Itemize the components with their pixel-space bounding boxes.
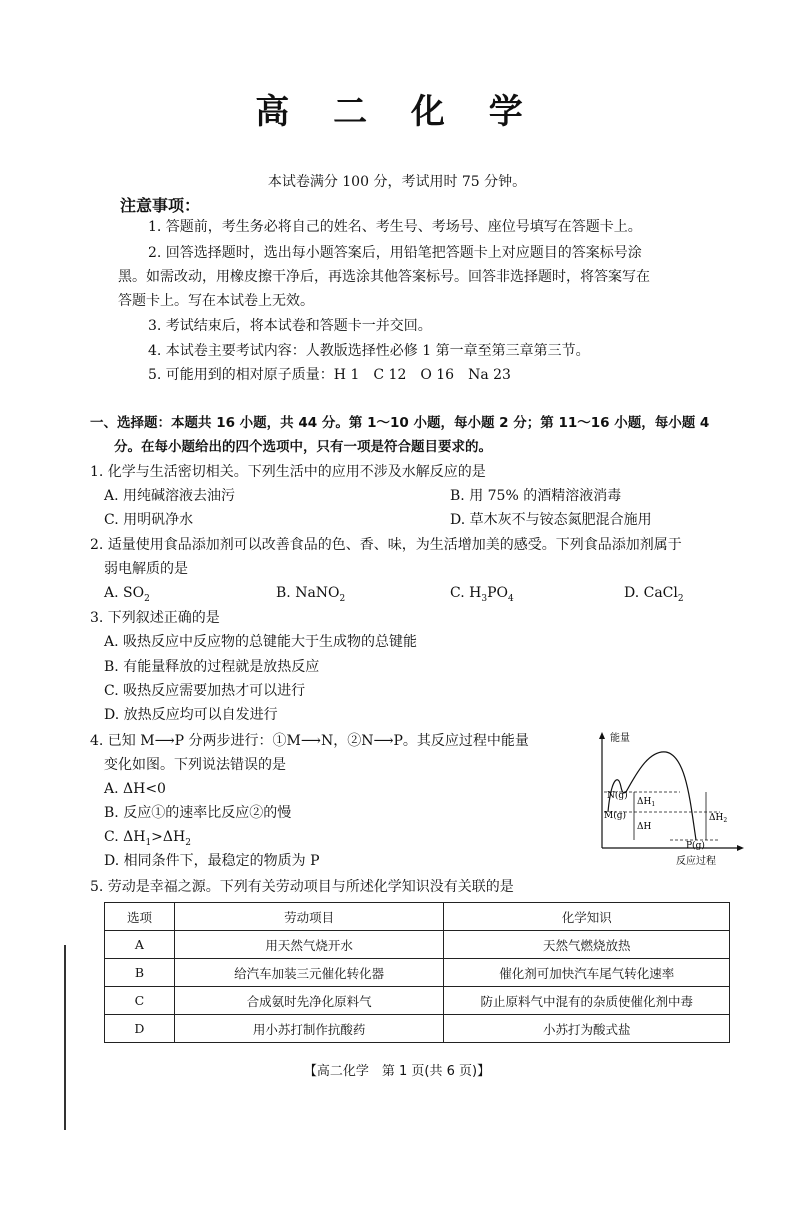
q4-option-d: D. 相同条件下，最稳定的物质为 P (104, 853, 320, 869)
q3-option-d: D. 放热反应均可以自发进行 (104, 707, 278, 723)
q3-option-b: B. 有能量释放的过程就是放热反应 (104, 659, 320, 675)
m-label: M(g) (604, 811, 626, 821)
table-cell: 催化剂可加快汽车尾气转化速率 (444, 959, 730, 987)
table-cell: 给汽车加装三元催化转化器 (174, 959, 444, 987)
q2-stem: 2. 适量使用食品添加剂可以改善食品的色、香、味，为生活增加美的感受。下列食品添加剂属于 (90, 537, 682, 553)
q2-option-a: A. $SO_2$ (104, 585, 150, 604)
binding-margin-line (64, 945, 66, 1130)
q2-stem-cont: 弱电解质的是 (104, 561, 188, 577)
notice-item: 2. 回答选择题时，选出每小题答案后，用铅笔把答题卡上对应题目的答案标号涂 (148, 245, 642, 261)
table-cell: 小苏打为酸式盐 (444, 1015, 730, 1043)
notice-item: 5. 可能用到的相对原子质量：H 1 C 12 O 16 Na 23 (148, 367, 511, 383)
energy-diagram (590, 730, 750, 870)
p-label: P(g) (686, 841, 705, 851)
q1-option-d: D. 草木灰不与铵态氮肥混合施用 (450, 512, 652, 528)
q1-stem: 1. 化学与生活密切相关。下列生活中的应用不涉及水解反应的是 (90, 464, 486, 480)
table-cell: 防止原料气中混有的杂质使催化剂中毒 (444, 987, 730, 1015)
q1-option-c: C. 用明矾净水 (104, 512, 194, 528)
page-title: 高 二 化 学 (255, 92, 539, 132)
q4-option-b: B. 反应①的速率比反应②的慢 (104, 805, 292, 821)
q3-stem: 3. 下列叙述正确的是 (90, 610, 220, 626)
table-header-cell: 劳动项目 (174, 903, 444, 931)
table-cell: B (105, 959, 175, 987)
table-header-cell: 选项 (105, 903, 175, 931)
exam-meta: 本试卷满分 100 分，考试用时 75 分钟。 (267, 174, 527, 190)
table-cell: 用天然气烧开水 (174, 931, 444, 959)
q2-option-d: D. CaCl$_2$ (624, 585, 684, 604)
q1-option-b: B. 用 75% 的酒精溶液消毒 (450, 488, 622, 504)
q4-option-a: A. ΔH<0 (104, 781, 166, 797)
section-heading-cont: 分。在每小题给出的四个选项中，只有一项是符合题目要求的。 (114, 439, 492, 455)
q3-option-a: A. 吸热反应中反应物的总键能大于生成物的总键能 (104, 634, 418, 650)
q5-stem: 5. 劳动是幸福之源。下列有关劳动项目与所述化学知识没有关联的是 (90, 879, 514, 895)
table-row (105, 959, 730, 987)
table-cell: 天然气燃烧放热 (444, 931, 730, 959)
table-cell: D (105, 1015, 175, 1043)
notice-heading: 注意事项： (120, 196, 201, 215)
q4-option-c: C. $\Delta H_1>\Delta H_2$ (104, 829, 191, 848)
table-row (105, 931, 730, 959)
dh2-label: $\Delta H_2$ (709, 813, 728, 824)
table-header-row (105, 903, 730, 931)
notice-item: 3. 考试结束后，将本试卷和答题卡一并交回。 (148, 318, 432, 334)
q4-stem-cont: 变化如图。下列说法错误的是 (104, 757, 286, 773)
table-cell: C (105, 987, 175, 1015)
q2-option-b: B. NaNO$_2$ (276, 585, 346, 604)
y-axis-label: 能量 (610, 733, 630, 744)
x-axis-arrow (737, 845, 744, 851)
table-cell: 用小苏打制作抗酸药 (174, 1015, 444, 1043)
q5-table (104, 902, 730, 1043)
page-footer: 【高二化学 第 1 页(共 6 页)】 (303, 1064, 491, 1079)
table-row (105, 1015, 730, 1043)
table-cell: 合成氨时先净化原料气 (174, 987, 444, 1015)
q4-stem: 4. 已知 M⟶P 分两步进行：①M⟶N，②N⟶P。其反应过程中能量 (90, 733, 529, 749)
table-row (105, 987, 730, 1015)
notice-item: 答题卡上。写在本试卷上无效。 (118, 293, 314, 309)
n-label: N(g) (607, 791, 628, 801)
dh-label: ΔH (637, 822, 652, 832)
notice-item: 1. 答题前，考生务必将自己的姓名、考生号、考场号、座位号填写在答题卡上。 (148, 219, 642, 235)
notice-item: 黑。如需改动，用橡皮擦干净后，再选涂其他答案标号。回答非选择题时，将答案写在 (118, 269, 650, 285)
section-heading: 一、选择题：本题共 16 小题，共 44 分。第 1～10 小题，每小题 2 分；第 11～16 小题，每小题 4 (90, 415, 710, 431)
x-axis-label: 反应过程 (676, 856, 716, 867)
q2-option-c: C. $H_3PO_4$ (450, 585, 514, 604)
y-axis-arrow (599, 732, 605, 739)
q1-option-a: A. 用纯碱溶液去油污 (104, 488, 236, 504)
dh1-label: $\Delta H_1$ (637, 797, 656, 808)
table-header-cell: 化学知识 (444, 903, 730, 931)
notice-item: 4. 本试卷主要考试内容：人教版选择性必修 1 第一章至第三章第三节。 (148, 343, 590, 359)
q3-option-c: C. 吸热反应需要加热才可以进行 (104, 683, 306, 699)
table-cell: A (105, 931, 175, 959)
